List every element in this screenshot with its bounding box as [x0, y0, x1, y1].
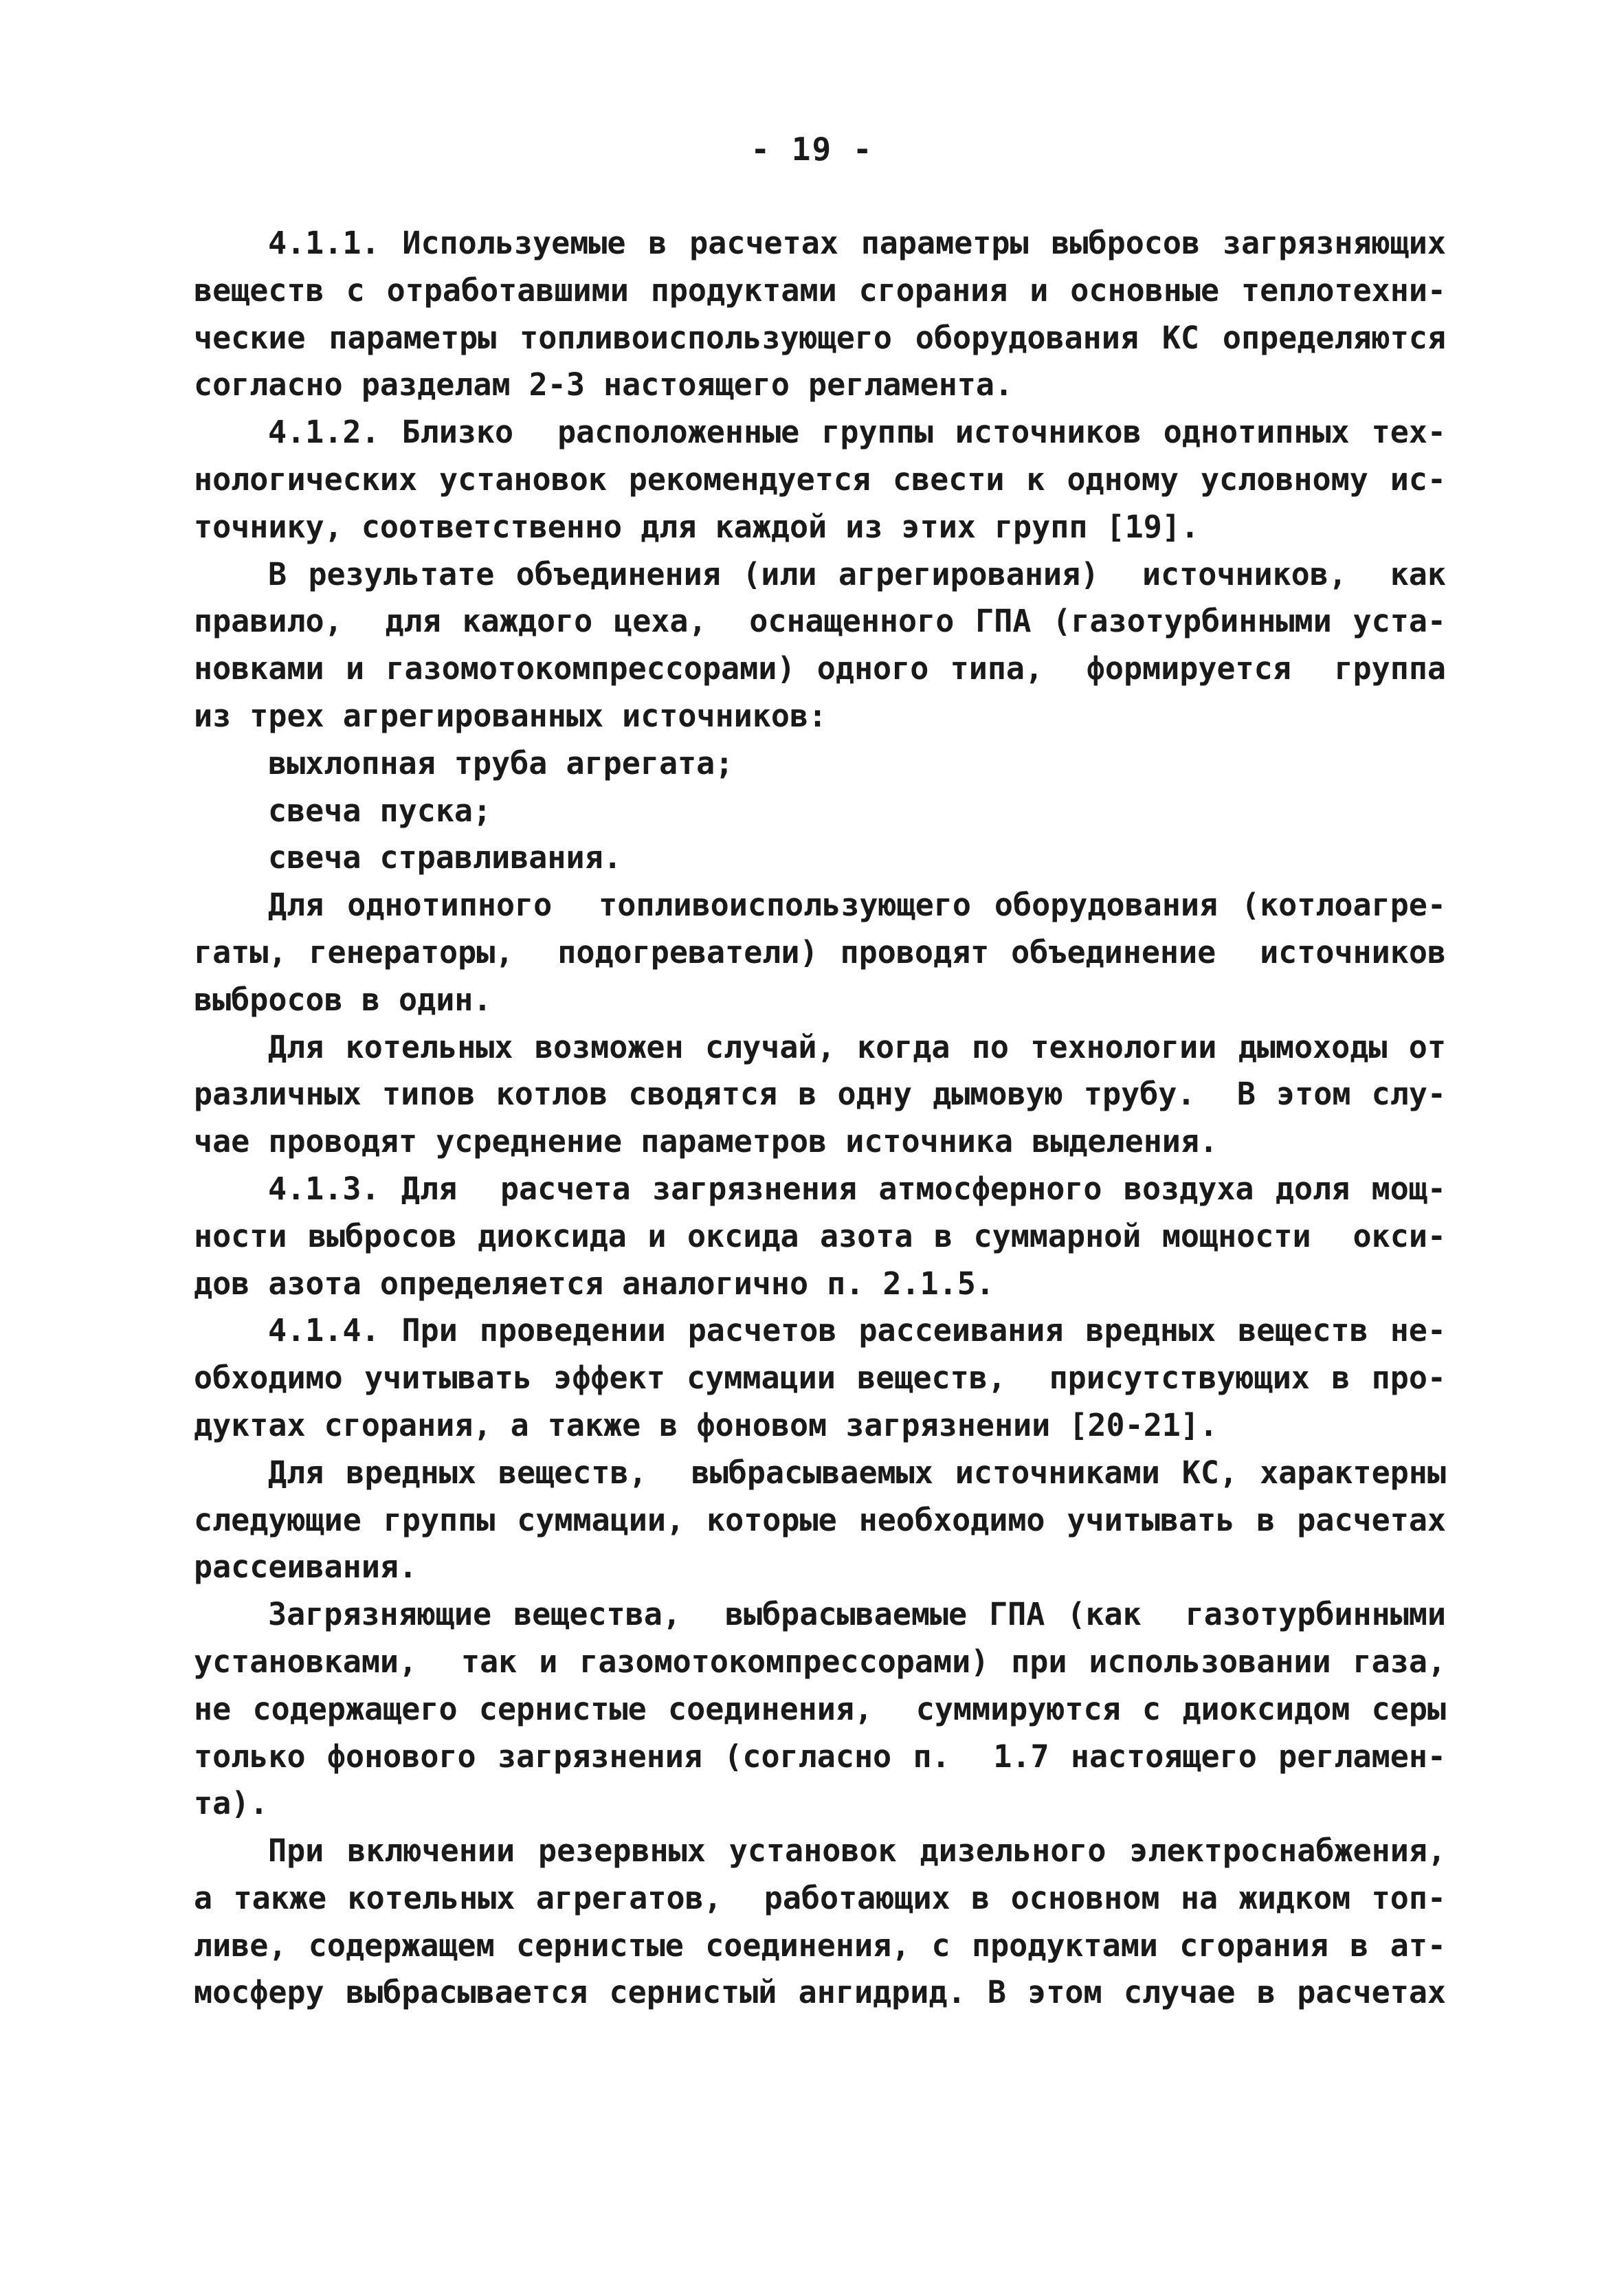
list-item: выхлопная труба агрегата; [268, 744, 734, 781]
text-line: следующие группы суммации, которые необходимо учитывать в расчетах [194, 1501, 1446, 1538]
text-line: дов азота определяется аналогично п. 2.1.5. [194, 1265, 994, 1302]
text-line: Для вредных веществ, выбрасываемых источниками КС, характерны [268, 1454, 1446, 1491]
page-number: - 19 - [750, 131, 874, 168]
text-line: Для однотипного топливоиспользующего оборудования (котлоагре- [268, 887, 1446, 924]
text-line: правило, для каждого цеха, оснащенного ГПА (газотурбинными уста- [194, 603, 1446, 640]
paragraph-aggregation [194, 551, 1446, 740]
text-line: мосферу выбрасывается сернистый ангидрид. В этом случае в расчетах [194, 1974, 1446, 2011]
text-line: В результате объединения (или агрегирования) источников, как [268, 555, 1446, 592]
text-line: установками, так и газомотокомпрессорами) при использовании газа, [194, 1643, 1446, 1680]
text-line: а также котельных агрегатов, работающих в основном на жидком топ- [194, 1879, 1446, 1916]
text-line: дуктах сгорания, а также в фоновом загрязнении [20-21]. [194, 1406, 1219, 1443]
text-line: обходимо учитывать эффект суммации веществ, присутствующих в про- [194, 1360, 1446, 1397]
text-line: При включении резервных установок дизельного электроснабжения, [268, 1832, 1446, 1870]
text-line: Для котельных возможен случай, когда по технологии дымоходы от [268, 1028, 1446, 1065]
document-body [194, 220, 1446, 2017]
list-item: свеча пуска; [268, 792, 492, 829]
paragraph-4-1-3 [194, 1166, 1446, 1307]
text-line: 4.1.3. Для расчета загрязнения атмосферного воздуха доля мощ- [268, 1170, 1446, 1207]
paragraph-boilers [194, 1024, 1446, 1166]
text-line: точнику, соответственно для каждой из этих групп [19]. [194, 508, 1199, 545]
text-line: ливе, содержащем сернистые соединения, с продуктами сгорания в ат- [194, 1927, 1446, 1964]
text-line: выбросов в один. [194, 981, 492, 1018]
text-line: веществ с отработавшими продуктами сгорания и основные теплотехни- [194, 271, 1446, 309]
text-line: не содержащего сернистые соединения, суммируются с диоксидом серы [194, 1690, 1446, 1727]
list-item: свеча стравливания. [268, 839, 622, 876]
text-line: ности выбросов диоксида и оксида азота в суммарной мощности окси- [194, 1217, 1446, 1254]
text-line: 4.1.4. При проведении расчетов рассеивания вредных веществ не- [268, 1312, 1446, 1349]
text-line: нологических установок рекомендуется свести к одному условному ис- [194, 461, 1446, 498]
paragraph-reserve-units [194, 1828, 1446, 2017]
text-line: Загрязняющие вещества, выбрасываемые ГПА (как газотурбинными [268, 1596, 1446, 1633]
text-line: та). [194, 1785, 269, 1822]
text-line: новками и газомотокомпрессорами) одного типа, формируется группа [194, 650, 1446, 687]
text-line: только фонового загрязнения (согласно п. 1.7 настоящего регламен- [194, 1738, 1446, 1775]
text-line: из трех агрегированных источников: [194, 697, 827, 734]
text-line: различных типов котлов сводятся в одну дымовую трубу. В этом слу- [194, 1076, 1446, 1113]
text-line: рассеивания. [194, 1549, 418, 1586]
text-line: ческие параметры топливоиспользующего оборудования КС определяются [194, 319, 1446, 356]
paragraph-4-1-4 [194, 1307, 1446, 1449]
text-line: согласно разделам 2-3 настоящего регламента. [194, 366, 1014, 403]
text-line: 4.1.2. Близко расположенные группы источников однотипных тех- [268, 414, 1446, 451]
paragraph-gpa-pollutants [194, 1591, 1446, 1828]
paragraph-equipment [194, 882, 1446, 1023]
paragraph-4-1-2 [194, 409, 1446, 551]
text-line: гаты, генераторы, подогреватели) проводят объединение источников [194, 933, 1446, 971]
paragraph-summation-groups [194, 1450, 1446, 1591]
paragraph-4-1-1 [194, 220, 1446, 409]
text-line: 4.1.1. Используемые в расчетах параметры выбросов загрязняющих [268, 225, 1446, 261]
text-line: чае проводят усреднение параметров источника выделения. [194, 1123, 1219, 1160]
